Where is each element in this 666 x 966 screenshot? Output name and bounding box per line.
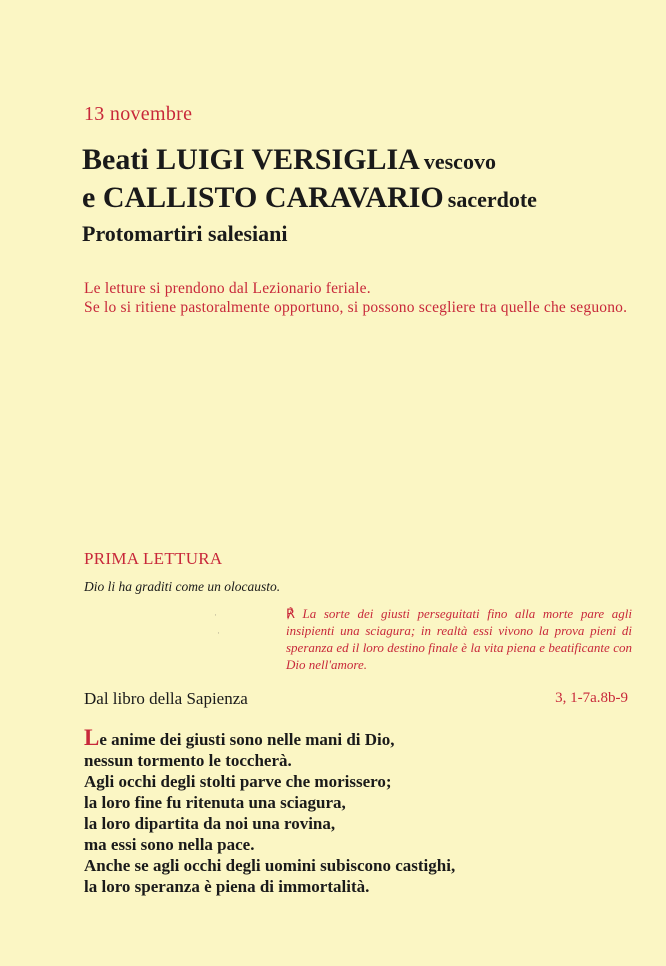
drop-cap: L: [84, 725, 100, 750]
feast-title: [82, 143, 642, 249]
feast-subtitle: Protomartiri salesiani: [82, 221, 288, 246]
first-line-text: e anime dei giusti sono nelle mani di Dio,: [99, 730, 395, 749]
scripture-reference: 3, 1-7a.8b-9: [555, 690, 628, 706]
title-line-1: [82, 143, 642, 181]
intro-line-1: Le letture si prendono dal Lezionario feriale.: [84, 280, 371, 297]
reading-line: Anche se agli occhi degli uomini subiscono castighi,: [84, 856, 456, 875]
reading-summary: [286, 605, 632, 673]
title-name-2: e CALLISTO CARAVARIO: [82, 181, 444, 214]
title-role-2: sacerdote: [447, 187, 537, 212]
reading-tagline: Dio li ha graditi come un olocausto.: [84, 579, 281, 594]
title-line-2: [82, 181, 642, 219]
margin-dot: ·: [214, 610, 217, 620]
reading-line: la loro dipartita da noi una rovina,: [84, 814, 336, 833]
reading-line: la loro speranza è piena di immortalità.: [84, 877, 370, 896]
feast-date: 13 novembre: [84, 103, 193, 125]
reading-line: ma essi sono nella pace.: [84, 835, 255, 854]
reading-line: Agli occhi degli stolti parve che morissero;: [84, 772, 392, 791]
title-name-1: Beati LUIGI VERSIGLIA: [82, 143, 420, 176]
reading-heading: PRIMA LETTURA: [84, 549, 223, 568]
book-title: Dal libro della Sapienza: [84, 689, 248, 708]
summary-text: La sorte dei giusti perseguitati fino alla morte pare agli insipienti una sciagura; in realtà essi vivono la prova pieni di speranza ed il loro destino finale è la vita piena e beatificante con Dio nell'amore.: [286, 606, 633, 672]
intro-line-2: Se lo si ritiene pastoralmente opportuno, si possono scegliere tra quelle che seguono.: [84, 299, 628, 316]
reading-line: [84, 727, 604, 750]
reading-line: la loro fine fu ritenuta una sciagura,: [84, 793, 346, 812]
title-role-1: vescovo: [423, 149, 496, 174]
margin-dot: ·: [217, 628, 220, 638]
reading-line: nessun tormento le toccherà.: [84, 751, 292, 770]
reading-text: [84, 727, 604, 897]
intro-rubric: [84, 279, 634, 317]
response-mark-icon: ℟: [286, 606, 295, 621]
